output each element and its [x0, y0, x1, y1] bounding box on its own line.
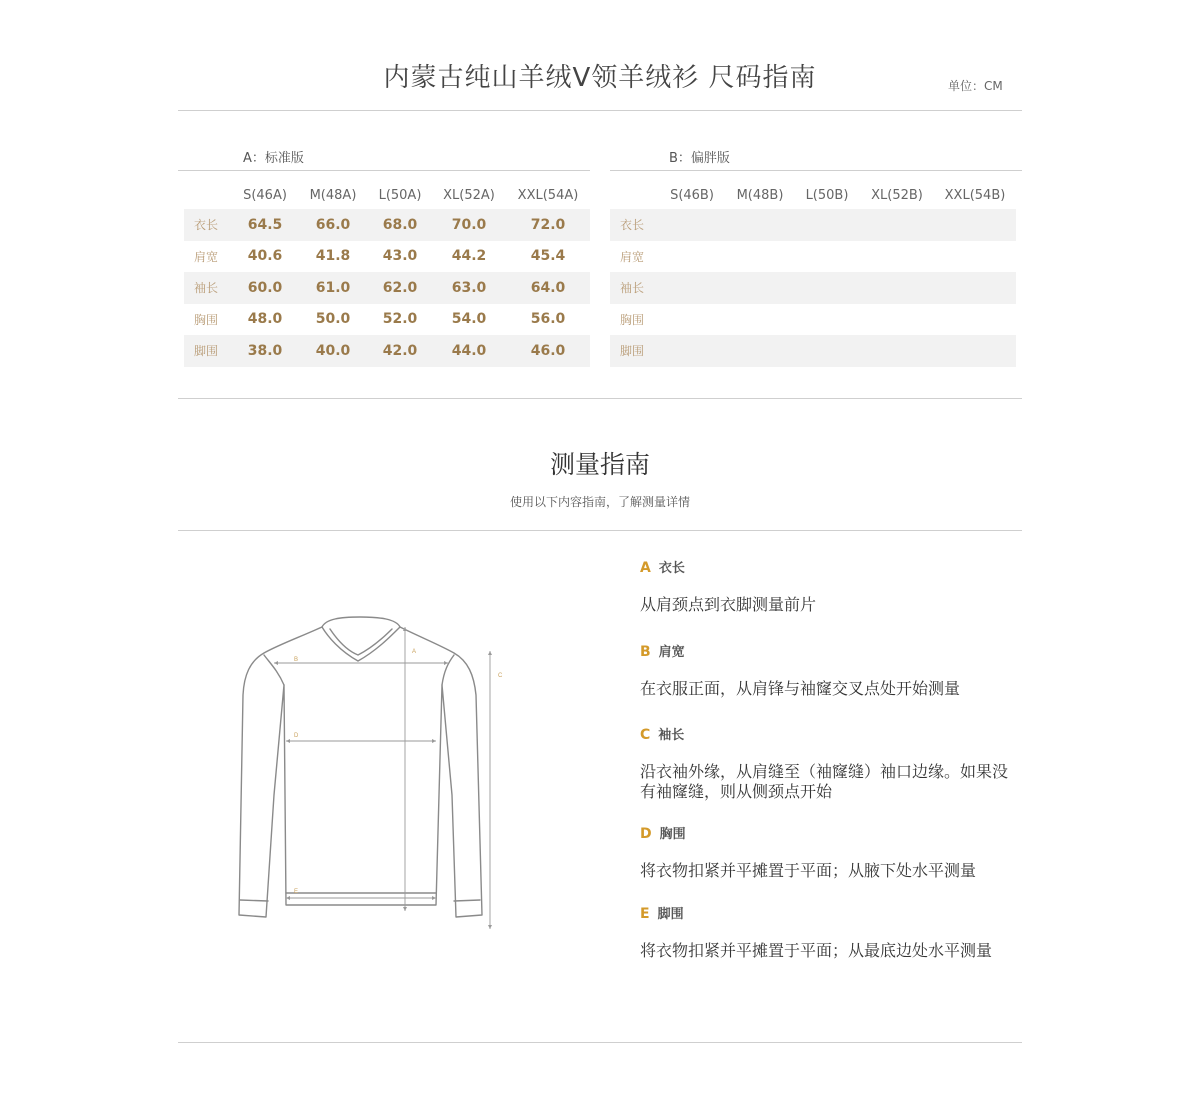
measure-subtitle: 使用以下内容指南，了解测量详情: [509, 495, 690, 509]
table-row: [184, 209, 590, 241]
table-cell: 64.5: [232, 209, 298, 241]
table-cell: [860, 272, 934, 304]
table-cell: 61.0: [298, 272, 368, 304]
table-cell: 72.0: [506, 209, 590, 241]
table-cell: 43.0: [382, 248, 418, 265]
column-header: M(48B): [736, 187, 784, 203]
header-divider: [178, 110, 1022, 111]
table-row: [184, 241, 590, 273]
table-cell: [794, 335, 860, 367]
table-b-divider: [610, 170, 1022, 171]
table-cell: [860, 209, 934, 241]
table-b-label: B：偏胖版: [669, 151, 730, 166]
table-cell: 60.0: [232, 272, 298, 304]
table-cell: [726, 241, 794, 273]
table-cell: 54.0: [451, 311, 487, 328]
table-cell: [658, 241, 726, 273]
table-a-divider: [178, 170, 590, 171]
guide-desc: 将衣物扣紧并平摊置于平面；从最底边处水平测量: [640, 941, 993, 960]
row-label: 胸围: [620, 312, 645, 327]
table-cell: 70.0: [432, 209, 506, 241]
diagram-label-d: D: [294, 733, 299, 739]
page-title: 内蒙古纯山羊绒Ⅴ领羊绒衫 尺码指南: [383, 63, 817, 93]
table-cell: [934, 335, 1016, 367]
table-cell: 62.0: [368, 272, 432, 304]
table-cell: 64.0: [506, 272, 590, 304]
column-header: L(50B): [805, 187, 849, 203]
unit-label: 单位：CM: [948, 79, 1003, 93]
guide-item-shoulder: [640, 643, 1020, 699]
table-cell: 50.0: [315, 311, 351, 328]
guide-name: 衣长: [658, 561, 685, 576]
guide-desc: 从肩颈点到衣脚测量前片: [640, 595, 817, 614]
size-table-a: [184, 181, 590, 367]
table-cell: [726, 304, 794, 336]
table-cell: [658, 304, 726, 336]
row-label: 衣长: [184, 209, 232, 241]
column-header: XL(52B): [871, 187, 923, 203]
table-row: [610, 335, 1016, 367]
measure-title: 测量指南: [549, 450, 650, 479]
row-label: 衣长: [610, 209, 658, 241]
table-cell: 45.4: [530, 248, 566, 265]
table-cell: [726, 335, 794, 367]
table-row: [610, 241, 1016, 273]
table-cell: 44.2: [451, 248, 487, 265]
table-cell: [658, 209, 726, 241]
guide-name: 肩宽: [658, 645, 685, 660]
column-header: XXL(54B): [944, 187, 1006, 203]
guide-item-hem: [640, 905, 1020, 961]
column-header: M(48A): [309, 187, 357, 203]
diagram-label-a: A: [412, 649, 417, 655]
footer-divider: [178, 1042, 1022, 1043]
row-label: 袖长: [610, 272, 658, 304]
table-cell: [726, 209, 794, 241]
guide-name: 脚围: [657, 907, 684, 922]
measure-divider: [178, 530, 1022, 531]
guide-letter: A: [640, 560, 651, 576]
table-cell: [860, 304, 934, 336]
column-header: XL(52A): [443, 187, 495, 203]
table-cell: 56.0: [530, 311, 566, 328]
guide-letter: C: [640, 727, 651, 743]
row-label: 肩宽: [620, 249, 645, 264]
table-cell: [794, 241, 860, 273]
column-header: L(50A): [378, 187, 422, 203]
guide-item-length: [640, 559, 1020, 615]
table-cell: [794, 272, 860, 304]
table-cell: [794, 304, 860, 336]
table-row: [610, 304, 1016, 336]
row-label: 袖长: [184, 272, 232, 304]
table-row: [184, 272, 590, 304]
row-label: 肩宽: [194, 249, 219, 264]
table-cell: 52.0: [382, 311, 418, 328]
row-label: 脚围: [610, 335, 658, 367]
table-cell: [934, 304, 1016, 336]
table-cell: 44.0: [432, 335, 506, 367]
tables-divider: [178, 398, 1022, 399]
table-cell: [860, 335, 934, 367]
diagram-label-b: B: [294, 657, 299, 663]
size-table-b: [610, 181, 1016, 367]
column-header: S(46B): [670, 187, 714, 203]
row-label: 脚围: [184, 335, 232, 367]
table-cell: 46.0: [506, 335, 590, 367]
guide-desc: 沿衣袖外缘，从肩缝至（袖窿缝）袖口边缘。如果没有袖窿缝，则从侧颈点开始: [640, 762, 1009, 801]
guide-item-chest: [640, 825, 1020, 881]
table-cell: 40.0: [298, 335, 368, 367]
guide-letter: B: [640, 644, 651, 660]
table-cell: 63.0: [432, 272, 506, 304]
table-cell: 68.0: [368, 209, 432, 241]
diagram-label-e: E: [294, 889, 299, 895]
table-cell: [934, 272, 1016, 304]
table-cell: 41.8: [315, 248, 351, 265]
table-cell: [934, 209, 1016, 241]
table-cell: [860, 241, 934, 273]
row-label: 胸围: [194, 312, 219, 327]
table-cell: 38.0: [232, 335, 298, 367]
guide-letter: E: [640, 906, 650, 922]
column-header: XXL(54A): [517, 187, 579, 203]
table-row: [610, 209, 1016, 241]
guide-name: 胸围: [659, 827, 686, 842]
guide-desc: 将衣物扣紧并平摊置于平面；从腋下处水平测量: [640, 861, 977, 880]
table-cell: [794, 209, 860, 241]
diagram-label-c: C: [498, 673, 503, 679]
table-cell: 42.0: [368, 335, 432, 367]
guide-item-sleeve: [640, 726, 1020, 802]
table-cell: [934, 241, 1016, 273]
guide-letter: D: [640, 826, 652, 842]
table-cell: [658, 335, 726, 367]
table-row: [184, 304, 590, 336]
guide-name: 袖长: [658, 728, 685, 743]
table-cell: 48.0: [247, 311, 283, 328]
column-header: S(46A): [243, 187, 287, 203]
table-header-corner: [610, 181, 658, 209]
table-a-label: A：标准版: [243, 151, 304, 166]
guide-desc: 在衣服正面，从肩锋与袖窿交叉点处开始测量: [640, 679, 961, 698]
table-row: [184, 335, 590, 367]
table-cell: [658, 272, 726, 304]
sweater-diagram: [230, 615, 520, 945]
table-cell: 40.6: [247, 248, 283, 265]
table-cell: [726, 272, 794, 304]
table-header-corner: [184, 181, 232, 209]
table-row: [610, 272, 1016, 304]
table-cell: 66.0: [298, 209, 368, 241]
